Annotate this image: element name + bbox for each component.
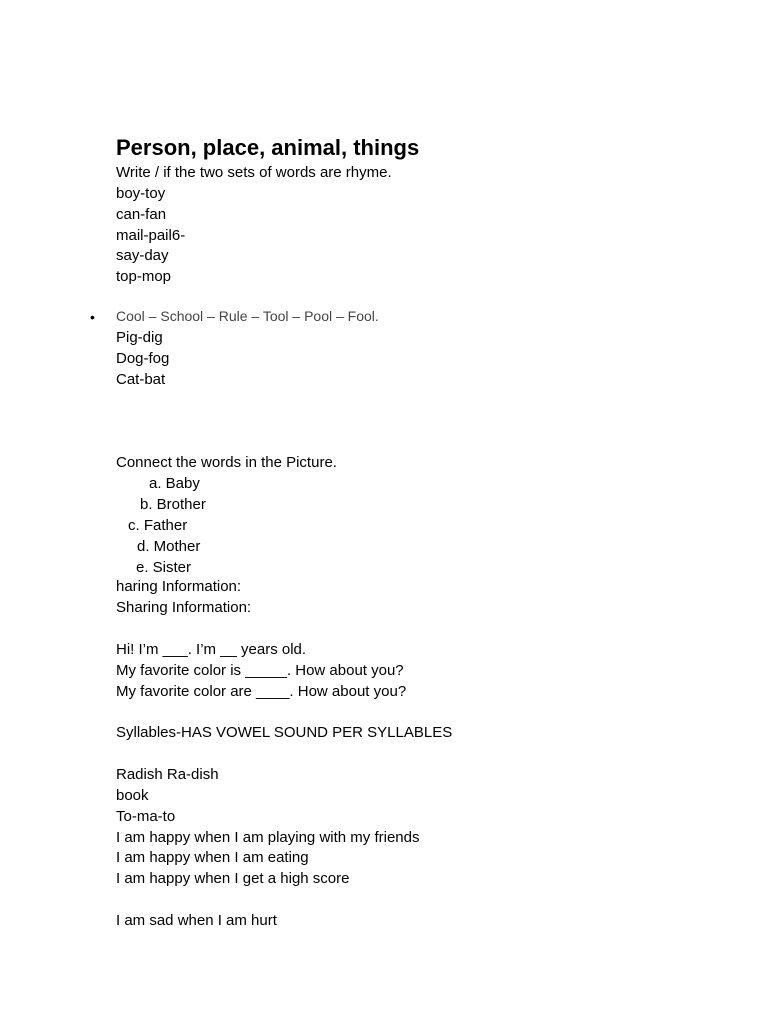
connect-item: c. Father xyxy=(128,517,188,534)
syllables-heading: Syllables-HAS VOWEL SOUND PER SYLLABLES xyxy=(116,724,453,741)
bullet-text: Cool – School – Rule – Tool – Pool – Fool. xyxy=(116,308,379,324)
sharing-heading: Sharing Information: xyxy=(116,599,252,616)
happy-sentence: I am happy when I am eating xyxy=(116,849,309,866)
rhyme-pair: say-day xyxy=(116,247,169,264)
sharing-sentence: My favorite color are ____. How about you? xyxy=(116,683,407,700)
happy-sentence: I am happy when I am playing with my friends xyxy=(116,829,420,846)
document-title: Person, place, animal, things xyxy=(116,135,420,160)
connect-item: d. Mother xyxy=(137,538,201,555)
rhyme-pair: mail-pail6- xyxy=(116,227,186,244)
connect-item: b. Brother xyxy=(140,496,206,513)
sharing-sentence: Hi! I’m ___. I’m __ years old. xyxy=(116,641,307,658)
sad-sentence: I am sad when I am hurt xyxy=(116,912,277,929)
connect-item: e. Sister xyxy=(136,559,192,576)
syllable-example: To-ma-to xyxy=(116,808,176,825)
rhyme-pair: boy-toy xyxy=(116,185,166,202)
connect-item: a. Baby xyxy=(149,475,200,492)
rhyme-pair: top-mop xyxy=(116,268,172,285)
sharing-heading-partial: haring Information: xyxy=(116,578,242,595)
bullet-icon: • xyxy=(90,309,95,325)
connect-instruction: Connect the words in the Picture. xyxy=(116,454,337,471)
happy-sentence: I am happy when I get a high score xyxy=(116,870,350,887)
rhyme-instruction: Write / if the two sets of words are rhyme. xyxy=(116,164,392,181)
rhyme-pair: Dog-fog xyxy=(116,350,170,367)
rhyme-pair: Pig-dig xyxy=(116,329,163,346)
sharing-sentence: My favorite color is _____. How about you? xyxy=(116,662,404,679)
rhyme-pair: Cat-bat xyxy=(116,371,166,388)
rhyme-pair: can-fan xyxy=(116,206,167,223)
syllable-example: book xyxy=(116,787,149,804)
syllable-example: Radish Ra-dish xyxy=(116,766,219,783)
